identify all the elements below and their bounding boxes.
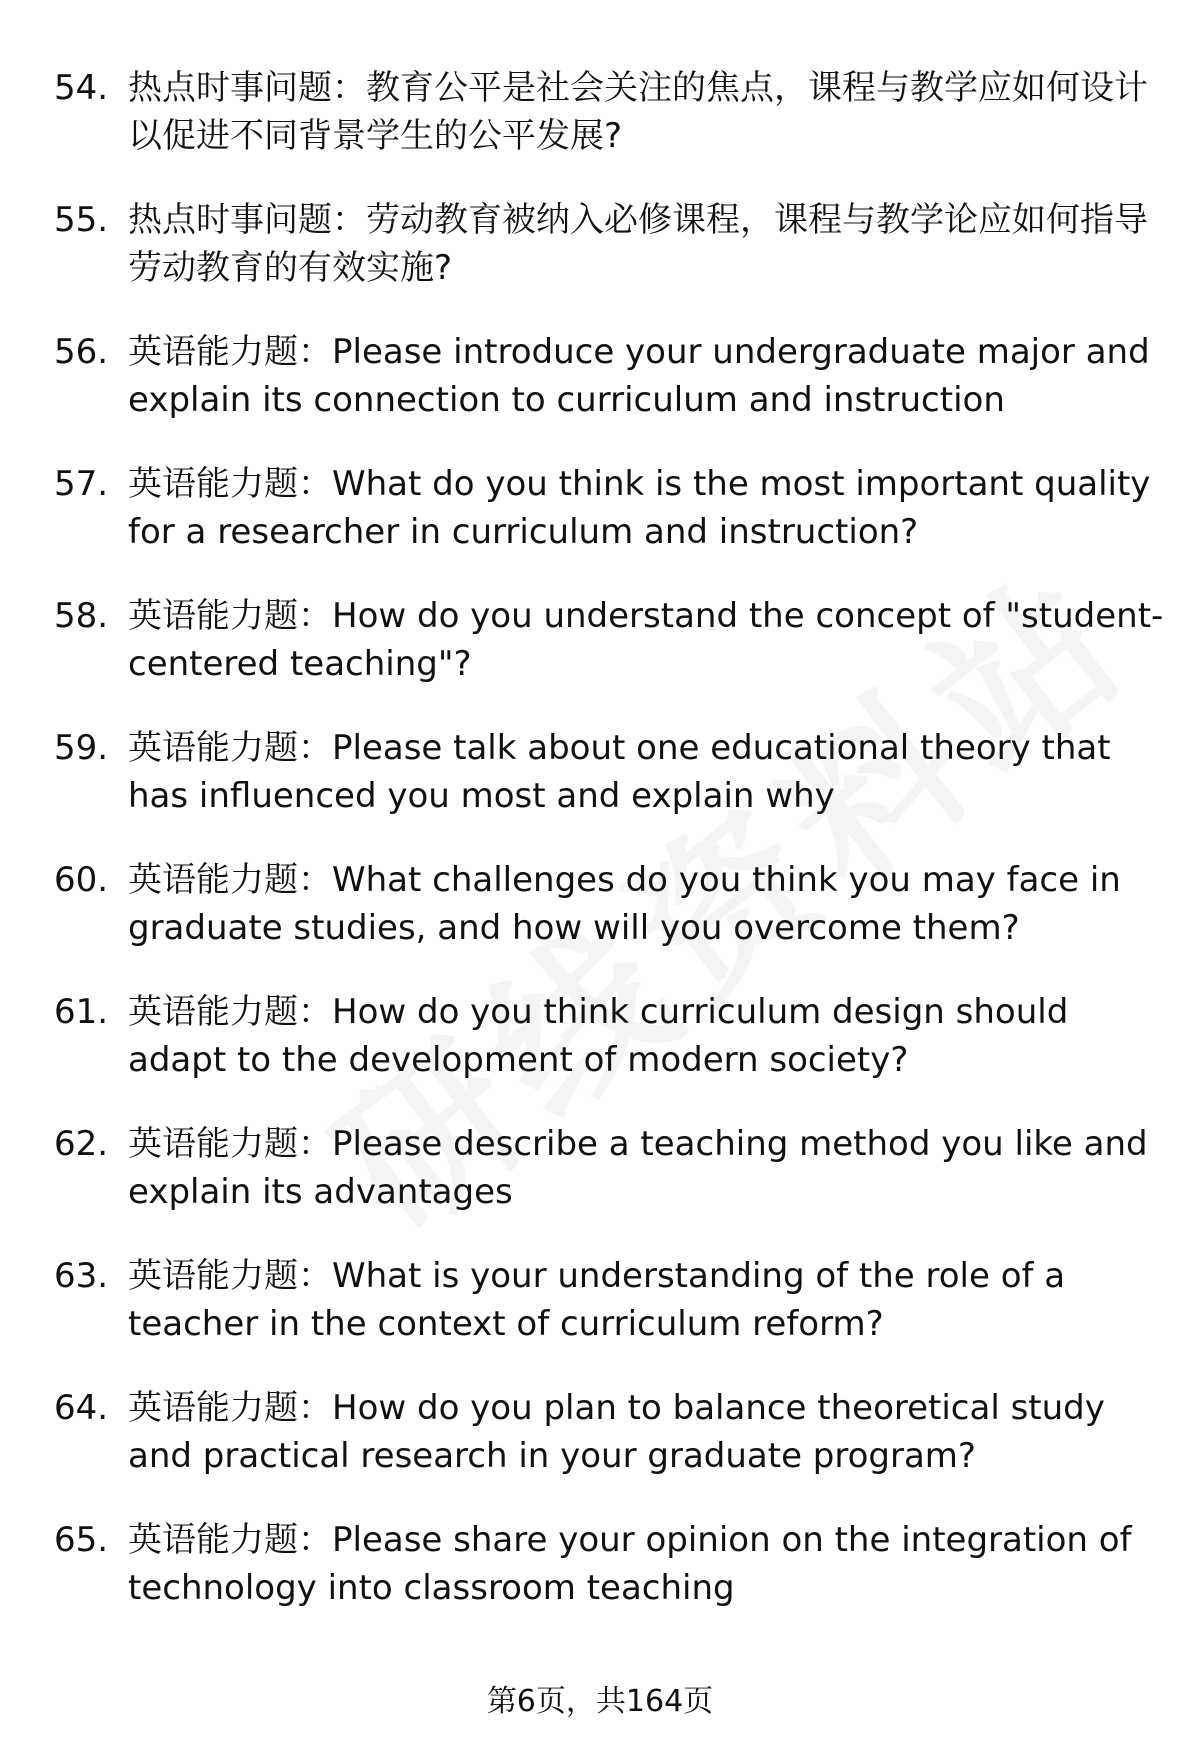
question-number: 54. (54, 68, 109, 108)
question-number: 62. (54, 1124, 109, 1164)
question-body (128, 328, 1174, 424)
question-body (128, 856, 1174, 952)
question-item (54, 988, 1174, 1084)
question-item (54, 196, 1174, 292)
question-body (128, 592, 1174, 688)
question-item (54, 64, 1174, 160)
question-category: 英语能力题： (128, 1520, 332, 1560)
question-text: What is your understanding of the role of a teacher in the context of curriculum reform? (128, 1256, 1066, 1344)
question-body (128, 196, 1174, 292)
question-item (54, 460, 1174, 556)
question-list (54, 64, 1174, 1648)
question-body (128, 1120, 1174, 1216)
question-text: Please talk about one educational theory that has influenced you most and explain why (128, 728, 1111, 816)
question-category: 英语能力题： (128, 728, 332, 768)
question-item (54, 1516, 1174, 1612)
question-category: 英语能力题： (128, 1124, 332, 1164)
question-item (54, 1384, 1174, 1480)
question-text: 劳动教育被纳入必修课程，课程与教学论应如何指导劳动教育的有效实施? (128, 200, 1148, 288)
question-body (128, 1252, 1174, 1348)
question-item (54, 1252, 1174, 1348)
question-body (128, 988, 1174, 1084)
question-item (54, 856, 1174, 952)
question-body (128, 64, 1174, 160)
question-category: 英语能力题： (128, 332, 332, 372)
question-number: 63. (54, 1256, 109, 1296)
question-number: 64. (54, 1388, 109, 1428)
question-number: 65. (54, 1520, 109, 1560)
question-category: 热点时事问题： (128, 68, 366, 108)
question-text: Please share your opinion on the integration of technology into classroom teaching (128, 1520, 1132, 1608)
question-category: 英语能力题： (128, 596, 332, 636)
question-category: 英语能力题： (128, 992, 332, 1032)
question-text: 教育公平是社会关注的焦点，课程与教学应如何设计以促进不同背景学生的公平发展? (128, 68, 1148, 156)
question-category: 英语能力题： (128, 1388, 332, 1428)
question-number: 59. (54, 728, 109, 768)
question-item (54, 328, 1174, 424)
question-number: 58. (54, 596, 109, 636)
question-text: How do you understand the concept of "student-centered teaching"? (128, 596, 1164, 684)
question-number: 55. (54, 200, 109, 240)
question-item (54, 592, 1174, 688)
page-number-footer: 第6页，共164页 (486, 1684, 714, 1719)
question-item (54, 1120, 1174, 1216)
question-number: 56. (54, 332, 109, 372)
question-text: How do you think curriculum design should adapt to the development of modern society? (128, 992, 1069, 1080)
question-text: Please describe a teaching method you like and explain its advantages (128, 1124, 1148, 1212)
question-category: 英语能力题： (128, 1256, 332, 1296)
question-item (54, 724, 1174, 820)
question-category: 热点时事问题： (128, 200, 366, 240)
question-number: 57. (54, 464, 109, 504)
question-text: Please introduce your undergraduate major and explain its connection to curriculum and instruction (128, 332, 1150, 420)
question-category: 英语能力题： (128, 464, 332, 504)
question-body (128, 724, 1174, 820)
question-text: What challenges do you think you may face in graduate studies, and how will you overcome them? (128, 860, 1121, 948)
question-body (128, 1384, 1174, 1480)
question-body (128, 1516, 1174, 1612)
question-number: 60. (54, 860, 109, 900)
question-text: How do you plan to balance theoretical study and practical research in your graduate program? (128, 1388, 1105, 1476)
question-number: 61. (54, 992, 109, 1032)
question-category: 英语能力题： (128, 860, 332, 900)
question-text: What do you think is the most important quality for a researcher in curriculum and instruction? (128, 464, 1151, 552)
question-body (128, 460, 1174, 556)
